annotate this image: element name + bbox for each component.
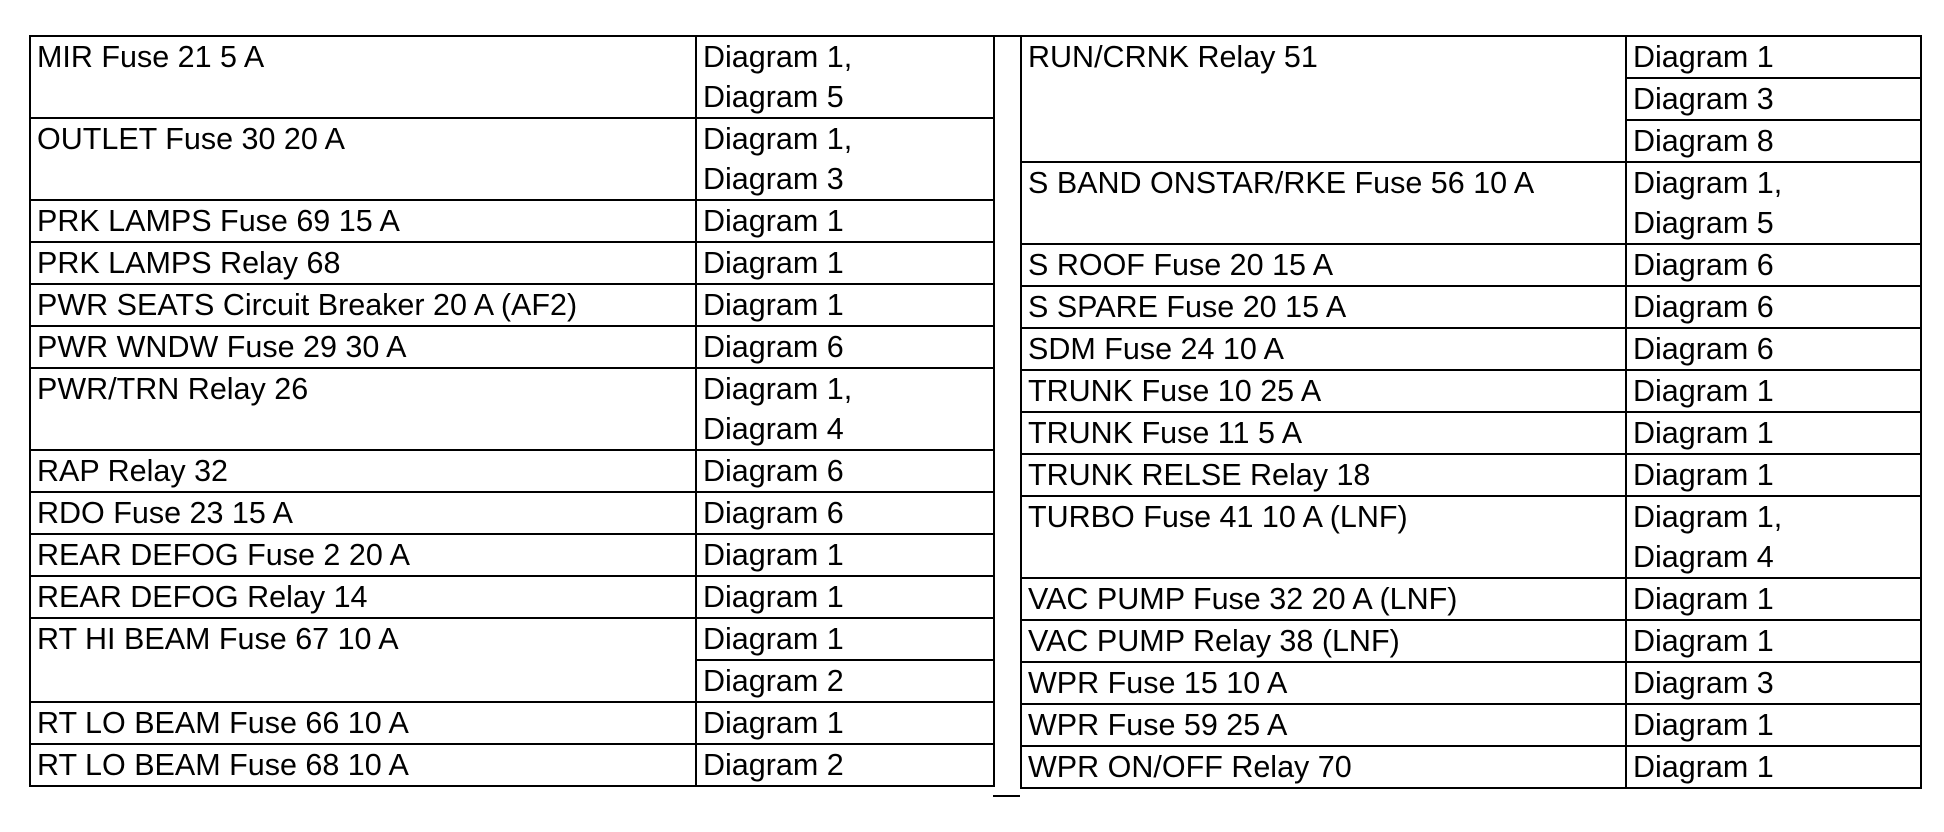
diagram-ref: Diagram 1: [1633, 582, 1774, 616]
table-row: [30, 450, 994, 492]
diagram-ref-cell: [696, 284, 994, 326]
diagram-ref: Diagram 1: [1633, 624, 1774, 658]
table-row: [30, 744, 994, 786]
table-row: [30, 618, 994, 660]
diagram-ref-cell: [696, 450, 994, 492]
component-cell: PRK LAMPS Fuse 69 15 A: [30, 200, 696, 242]
table-row: [30, 36, 994, 118]
diagram-ref: Diagram 1: [1633, 708, 1774, 742]
component-cell: PWR SEATS Circuit Breaker 20 A (AF2): [30, 284, 696, 326]
diagram-ref: Diagram 1,: [703, 372, 853, 406]
table-row: [30, 242, 994, 284]
diagram-ref: Diagram 5: [703, 80, 844, 114]
component-cell: PRK LAMPS Relay 68: [30, 242, 696, 284]
table-row: [1021, 244, 1921, 286]
component-cell: REAR DEFOG Fuse 2 20 A: [30, 534, 696, 576]
table-row: [30, 368, 994, 450]
component-cell: VAC PUMP Fuse 32 20 A (LNF): [1021, 578, 1626, 620]
right-index-table: [1020, 35, 1922, 789]
table-row: [1021, 36, 1921, 78]
diagram-ref: Diagram 1,: [1633, 500, 1783, 534]
diagram-ref-cell: [1626, 704, 1921, 746]
component-cell: RT HI BEAM Fuse 67 10 A: [30, 618, 696, 702]
table-row: [1021, 162, 1921, 244]
diagram-ref-cell: [696, 242, 994, 284]
diagram-ref: Diagram 1,: [1633, 166, 1783, 200]
component-cell: VAC PUMP Relay 38 (LNF): [1021, 620, 1626, 662]
left-index-table: [29, 35, 995, 787]
table-row: [1021, 620, 1921, 662]
table-row: [1021, 370, 1921, 412]
diagram-ref: Diagram 1: [1633, 416, 1774, 450]
diagram-ref-cell: [696, 702, 994, 744]
diagram-ref: Diagram 1: [703, 538, 844, 572]
diagram-ref-cell: [696, 534, 994, 576]
table-row: [30, 326, 994, 368]
diagram-ref-cell: [1626, 244, 1921, 286]
table-row: [1021, 704, 1921, 746]
table-row: [30, 534, 994, 576]
left-table-body: [30, 36, 994, 786]
component-cell: S SPARE Fuse 20 15 A: [1021, 286, 1626, 328]
diagram-ref-cell: [696, 492, 994, 534]
component-cell: RDO Fuse 23 15 A: [30, 492, 696, 534]
component-cell: TRUNK Fuse 10 25 A: [1021, 370, 1626, 412]
table-row: [1021, 746, 1921, 788]
diagram-ref-cell: Diagram 8: [1626, 120, 1921, 162]
diagram-ref: Diagram 1: [703, 580, 844, 614]
diagram-ref: Diagram 1: [703, 706, 844, 740]
diagram-ref-cell: [1626, 328, 1921, 370]
table-row: [1021, 454, 1921, 496]
diagram-ref: Diagram 3: [703, 162, 844, 196]
table-row: [1021, 578, 1921, 620]
table-row: [1021, 328, 1921, 370]
diagram-ref-cell: [1626, 454, 1921, 496]
table-row: [30, 200, 994, 242]
component-cell: TURBO Fuse 41 10 A (LNF): [1021, 496, 1626, 578]
column-gap-divider: [993, 35, 1020, 797]
diagram-ref: Diagram 4: [1633, 540, 1774, 574]
table-row: [1021, 286, 1921, 328]
diagram-ref-cell: [1626, 496, 1921, 578]
diagram-ref: Diagram 6: [703, 496, 844, 530]
diagram-ref-cell: [1626, 370, 1921, 412]
diagram-ref: Diagram 1: [1633, 750, 1774, 784]
component-cell: PWR/TRN Relay 26: [30, 368, 696, 450]
table-row: [30, 492, 994, 534]
diagram-ref-cell: Diagram 1: [1626, 36, 1921, 78]
diagram-ref-cell: [1626, 620, 1921, 662]
diagram-ref-cell: [696, 368, 994, 450]
diagram-ref: Diagram 5: [1633, 206, 1774, 240]
diagram-ref-cell: [696, 36, 994, 118]
diagram-ref-cell: [1626, 286, 1921, 328]
diagram-ref: Diagram 1,: [703, 122, 853, 156]
diagram-ref-cell: [1626, 412, 1921, 454]
diagram-ref: Diagram 6: [1633, 290, 1774, 324]
diagram-ref: Diagram 6: [703, 330, 844, 364]
diagram-ref: Diagram 6: [703, 454, 844, 488]
diagram-ref: Diagram 6: [1633, 248, 1774, 282]
table-row: [1021, 662, 1921, 704]
component-cell: SDM Fuse 24 10 A: [1021, 328, 1626, 370]
diagram-ref-cell: [1626, 162, 1921, 244]
diagram-ref-cell: Diagram 1: [696, 618, 994, 660]
table-row: [30, 284, 994, 326]
diagram-ref: Diagram 1: [703, 204, 844, 238]
table-row: [1021, 412, 1921, 454]
component-cell: WPR ON/OFF Relay 70: [1021, 746, 1626, 788]
diagram-ref: Diagram 1: [1633, 458, 1774, 492]
diagram-ref: Diagram 4: [703, 412, 844, 446]
diagram-ref: Diagram 3: [1633, 666, 1774, 700]
component-cell: PWR WNDW Fuse 29 30 A: [30, 326, 696, 368]
component-cell: S BAND ONSTAR/RKE Fuse 56 10 A: [1021, 162, 1626, 244]
right-table-body: [1021, 36, 1921, 788]
diagram-ref-cell: [696, 744, 994, 786]
component-cell: WPR Fuse 59 25 A: [1021, 704, 1626, 746]
component-cell: S ROOF Fuse 20 15 A: [1021, 244, 1626, 286]
diagram-ref: Diagram 2: [703, 748, 844, 782]
component-cell: MIR Fuse 21 5 A: [30, 36, 696, 118]
diagram-ref-cell: [1626, 662, 1921, 704]
diagram-ref-cell: [696, 576, 994, 618]
component-cell: WPR Fuse 15 10 A: [1021, 662, 1626, 704]
diagram-ref-cell: Diagram 3: [1626, 78, 1921, 120]
component-cell: RT LO BEAM Fuse 68 10 A: [30, 744, 696, 786]
table-row: [30, 576, 994, 618]
diagram-ref: Diagram 1,: [703, 40, 853, 74]
diagram-ref-cell: [1626, 578, 1921, 620]
diagram-ref: Diagram 1: [1633, 374, 1774, 408]
diagram-ref-cell: Diagram 2: [696, 660, 994, 702]
component-cell: TRUNK Fuse 11 5 A: [1021, 412, 1626, 454]
diagram-ref: Diagram 1: [703, 288, 844, 322]
component-cell: REAR DEFOG Relay 14: [30, 576, 696, 618]
component-cell: OUTLET Fuse 30 20 A: [30, 118, 696, 200]
table-row: [30, 118, 994, 200]
component-cell: RAP Relay 32: [30, 450, 696, 492]
component-cell: RUN/CRNK Relay 51: [1021, 36, 1626, 162]
diagram-ref-cell: [696, 118, 994, 200]
diagram-ref-cell: [696, 200, 994, 242]
table-row: [30, 702, 994, 744]
diagram-ref-cell: [696, 326, 994, 368]
diagram-ref-cell: [1626, 746, 1921, 788]
diagram-ref: Diagram 1: [703, 246, 844, 280]
table-row: [1021, 496, 1921, 578]
component-cell: RT LO BEAM Fuse 66 10 A: [30, 702, 696, 744]
diagram-ref: Diagram 6: [1633, 332, 1774, 366]
component-cell: TRUNK RELSE Relay 18: [1021, 454, 1626, 496]
